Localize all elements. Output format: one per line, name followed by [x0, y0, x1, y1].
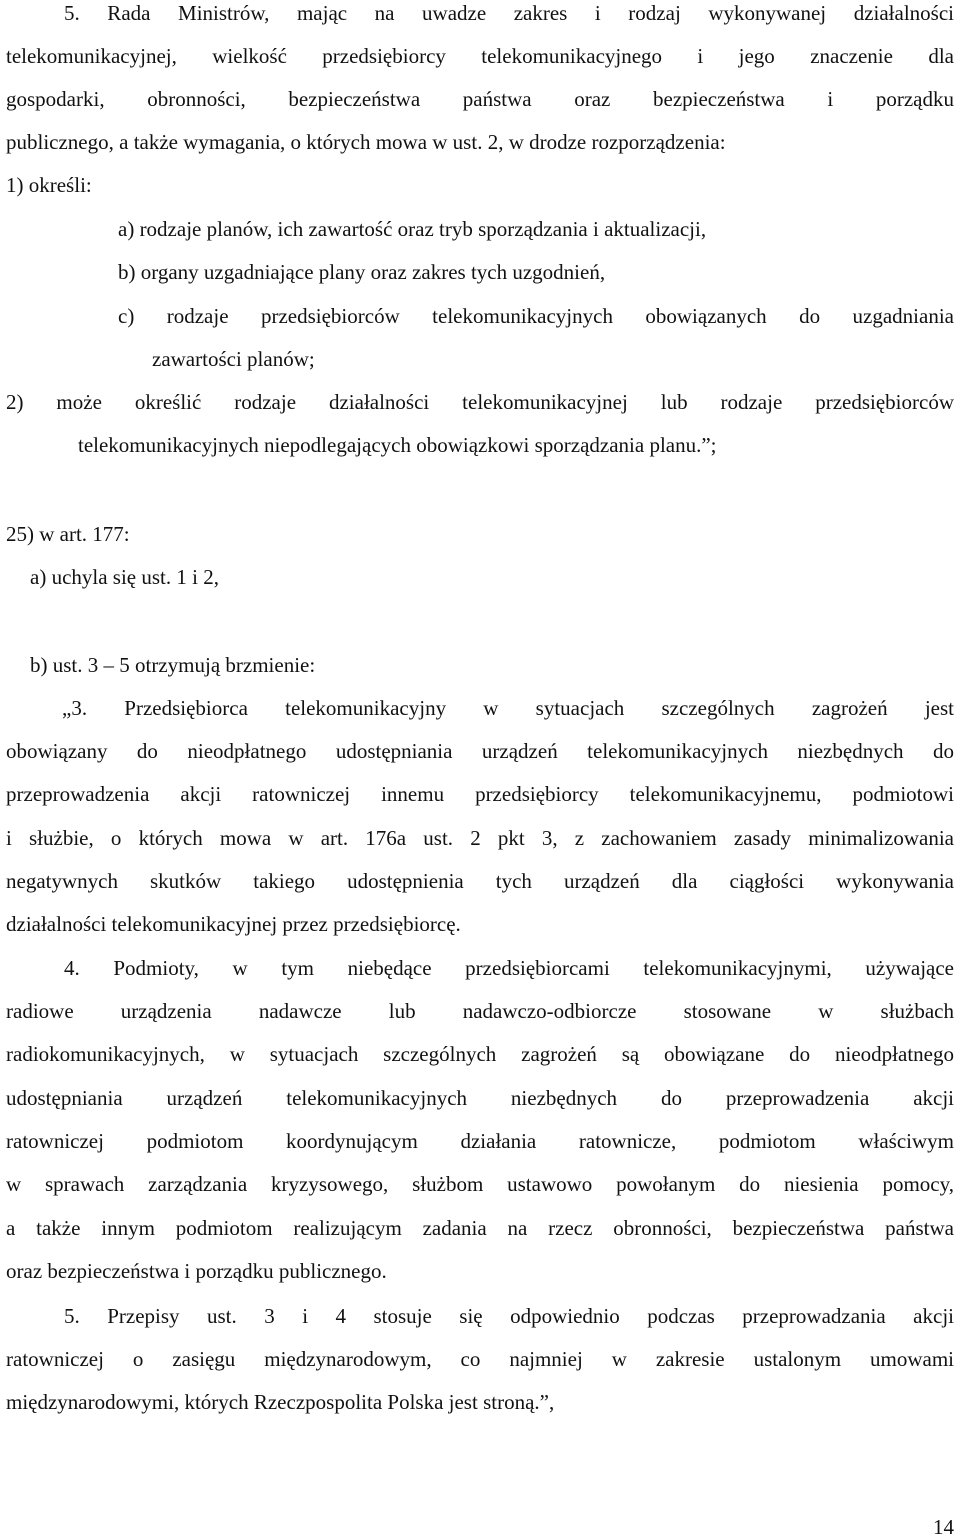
text-line: obowiązany do nieodpłatnego udostępniania urządzeń telekomunikacyjnych niezbędnych do — [6, 739, 954, 763]
list-item-1: 1) określi: — [6, 173, 92, 197]
text-line: a także innym podmiotom realizującym zadania na rzecz obronności, bezpieczeństwa państwa — [6, 1216, 954, 1240]
text-line: udostępniania urządzeń telekomunikacyjnych niezbędnych do przeprowadzenia akcji — [6, 1086, 954, 1110]
text-line: telekomunikacyjnej, wielkość przedsiębiorcy telekomunikacyjnego i jego znaczenie dla — [6, 44, 954, 68]
page-number: 14 — [933, 1515, 954, 1539]
text-line: ratowniczej o zasięgu międzynarodowym, co najmniej w zakresie ustalonym umowami — [6, 1347, 954, 1371]
text-line: telekomunikacyjnych niepodlegających obowiązkowi sporządzania planu.”; — [78, 433, 717, 457]
list-item-1a: a) rodzaje planów, ich zawartość oraz tryb sporządzania i aktualizacji, — [118, 217, 707, 241]
text-line: radiowe urządzenia nadawcze lub nadawczo-odbiorcze stosowane w służbach — [6, 999, 954, 1023]
list-item-2: 2) może określić rodzaje działalności telekomunikacyjnej lub rodzaje przedsiębiorców — [6, 390, 954, 414]
text-line: ratowniczej podmiotom koordynującym działania ratownicze, podmiotom właściwym — [6, 1129, 954, 1153]
point-25a: a) uchyla się ust. 1 i 2, — [30, 565, 219, 589]
text-line: w sprawach zarządzania kryzysowego, służbom ustawowo powołanym do niesienia pomocy, — [6, 1172, 954, 1196]
text-line: 5. Rada Ministrów, mając na uwadze zakres i rodzaj wykonywanej działalności — [64, 1, 954, 25]
point-25: 25) w art. 177: — [6, 522, 130, 546]
point-25b: b) ust. 3 – 5 otrzymują brzmienie: — [30, 653, 316, 677]
text-line: publicznego, a także wymagania, o których mowa w ust. 2, w drodze rozporządzenia: — [6, 130, 726, 154]
text-line: przeprowadzenia akcji ratowniczej innemu przedsiębiorcy telekomunikacyjnemu, podmiotowi — [6, 782, 954, 806]
list-item-1c: c) rodzaje przedsiębiorców telekomunikacyjnych obowiązanych do uzgadniania — [118, 304, 954, 328]
text-line: zawartości planów; — [152, 347, 315, 371]
list-item-1b: b) organy uzgadniające plany oraz zakres tych uzgodnień, — [118, 260, 606, 284]
text-line: oraz bezpieczeństwa i porządku publicznego. — [6, 1259, 387, 1283]
paragraph-5: 5. Przepisy ust. 3 i 4 stosuje się odpowiednio podczas przeprowadzania akcji — [64, 1304, 954, 1328]
text-line: negatywnych skutków takiego udostępnienia tych urządzeń dla ciągłości wykonywania — [6, 869, 954, 893]
text-line: działalności telekomunikacyjnej przez przedsiębiorcę. — [6, 912, 461, 936]
text-line: i służbie, o których mowa w art. 176a ust. 2 pkt 3, z zachowaniem zasady minimalizowania — [6, 826, 954, 850]
text-line: gospodarki, obronności, bezpieczeństwa państwa oraz bezpieczeństwa i porządku — [6, 87, 954, 111]
text-line: radiokomunikacyjnych, w sytuacjach szczególnych zagrożeń są obowiązane do nieodpłatnego — [6, 1042, 954, 1066]
text-line: międzynarodowymi, których Rzeczpospolita Polska jest stroną.”, — [6, 1390, 555, 1414]
paragraph-3: „3. Przedsiębiorca telekomunikacyjny w sytuacjach szczególnych zagrożeń jest — [62, 696, 954, 720]
paragraph-4: 4. Podmioty, w tym niebędące przedsiębiorcami telekomunikacyjnymi, używające — [64, 956, 954, 980]
